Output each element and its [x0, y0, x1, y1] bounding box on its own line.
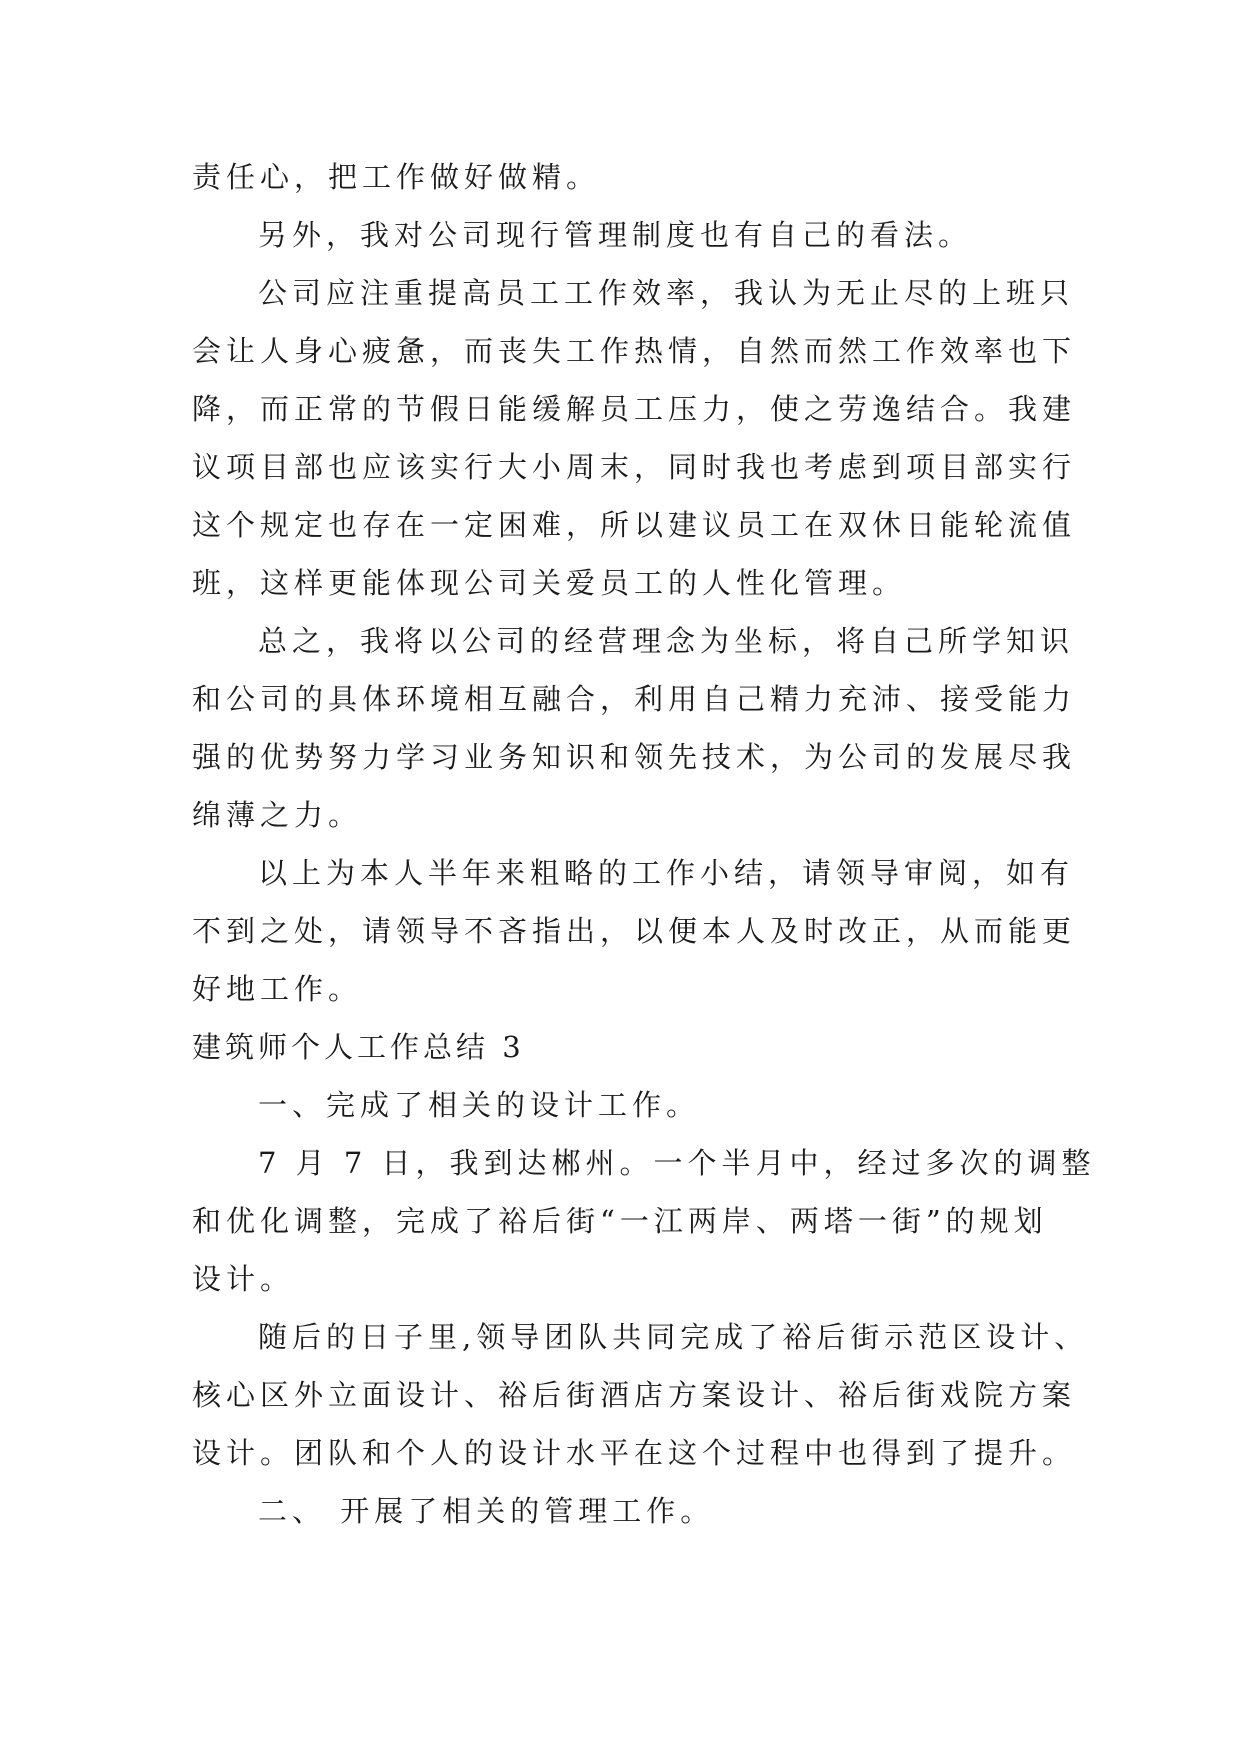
paragraph-line: 另外，我对公司现行管理制度也有自己的看法。 [258, 218, 973, 252]
paragraph-line: 这个规定也存在一定困难，所以建议员工在双休日能轮流值 [192, 508, 1077, 542]
paragraph-line: 7 月 7 日，我到达郴州。一个半月中，经过多次的调整 [258, 1146, 1096, 1180]
paragraph-line: 和公司的具体环境相互融合，利用自己精力充沛、接受能力 [192, 682, 1077, 716]
paragraph-line: 以上为本人半年来粗略的工作小结，请领导审阅，如有 [258, 856, 1075, 890]
paragraph-line: 公司应注重提高员工工作效率，我认为无止尽的上班只 [258, 276, 1075, 310]
paragraph-line: 责任心，把工作做好做精。 [192, 160, 601, 194]
paragraph-line: 绵薄之力。 [192, 798, 363, 832]
paragraph-line: 设计。团队和个人的设计水平在这个过程中也得到了提升。 [192, 1436, 1077, 1470]
paragraph-line: 二、 开展了相关的管理工作。 [258, 1494, 715, 1528]
paragraph-line: 议项目部也应该实行大小周末，同时我也考虑到项目部实行 [192, 450, 1077, 484]
paragraph-line: 和优化调整，完成了裕后街“一江两岸、两塔一街”的规划 [192, 1204, 1048, 1238]
paragraph-line: 强的优势努力学习业务知识和领先技术，为公司的发展尽我 [192, 740, 1077, 774]
paragraph-line: 班，这样更能体现公司关爱员工的人性化管理。 [192, 566, 907, 600]
document-body [192, 148, 1096, 1540]
paragraph-line: 不到之处，请领导不吝指出，以便本人及时改正，从而能更 [192, 914, 1077, 948]
paragraph-line: 总之，我将以公司的经营理念为坐标，将自己所学知识 [258, 624, 1075, 658]
paragraph-line: 一、完成了相关的设计工作。 [258, 1088, 701, 1122]
paragraph-line: 会让人身心疲惫，而丧失工作热情，自然而然工作效率也下 [192, 334, 1077, 368]
paragraph-line: 随后的日子里,领导团队共同完成了裕后街示范区设计、 [258, 1320, 1089, 1354]
section-heading: 建筑师个人工作总结 3 [192, 1030, 525, 1064]
paragraph-line: 核心区外立面设计、裕后街酒店方案设计、裕后街戏院方案 [192, 1378, 1077, 1412]
paragraph-line: 好地工作。 [192, 972, 363, 1006]
paragraph-line: 设计。 [192, 1262, 295, 1296]
paragraph-line: 降，而正常的节假日能缓解员工压力，使之劳逸结合。我建 [192, 392, 1077, 426]
